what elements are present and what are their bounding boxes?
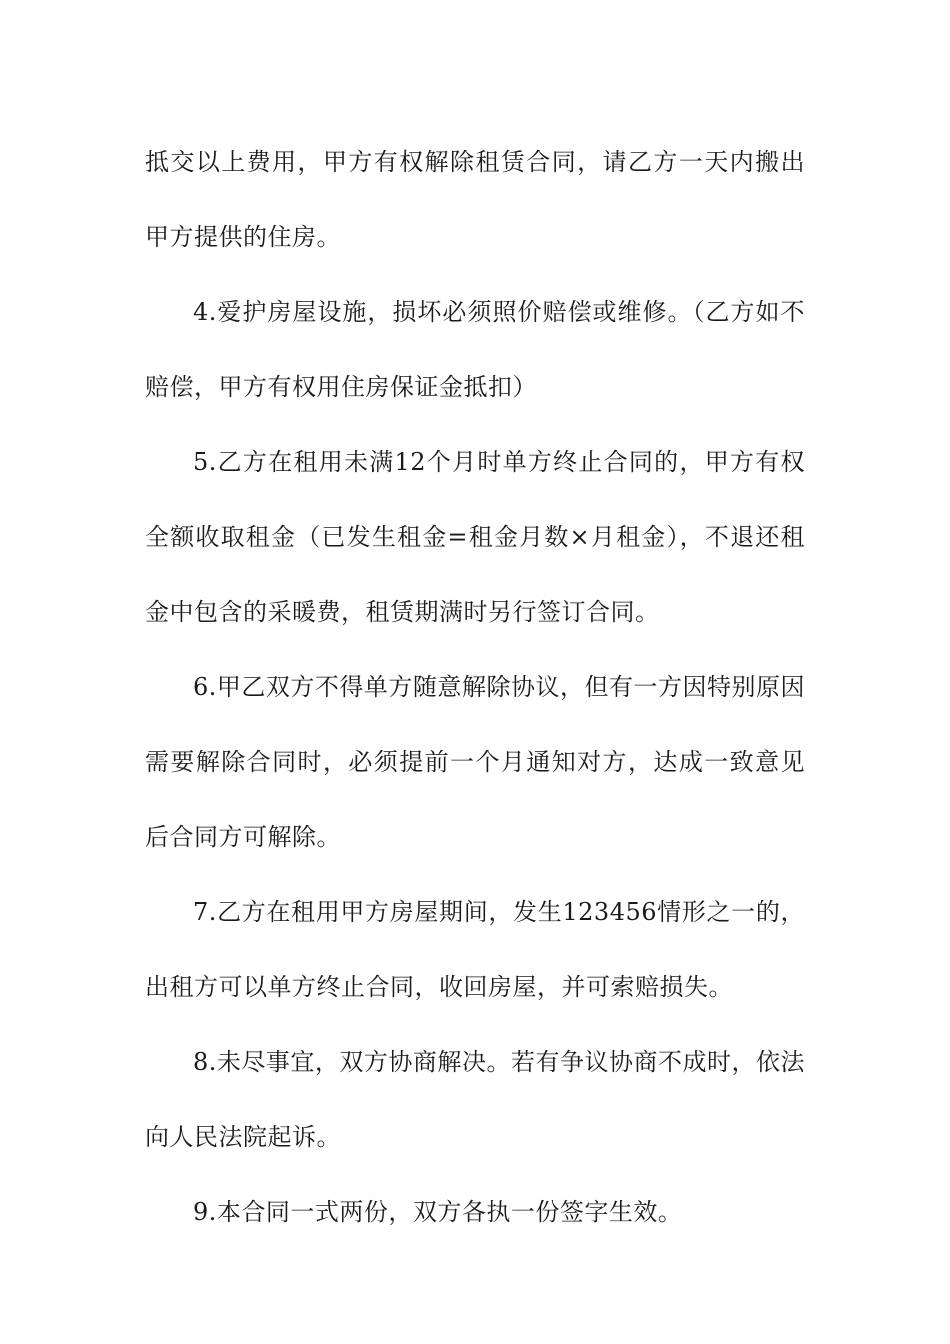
- clause-8: 8.未尽事宜，双方协商解决。若有争议协商不成时，依法向人民法院起诉。: [145, 1048, 805, 1151]
- clause-9: 9.本合同一式两份，双方各执一份签字生效。: [193, 1198, 683, 1226]
- clause-4: 4.爱护房屋设施，损坏必须照价赔偿或维修。（乙方如不赔偿，甲方有权用住房保证金抵扣）: [145, 298, 805, 401]
- paragraph-continuation: 抵交以上费用，甲方有权解除租赁合同，请乙方一天内搬出甲方提供的住房。: [145, 148, 805, 251]
- clause-7: 7.乙方在租用甲方房屋期间，发生123456情形之一的，出租方可以单方终止合同，收回房屋，并可索赔损失。: [145, 898, 805, 1001]
- clause-6: 6.甲乙双方不得单方随意解除协议，但有一方因特别原因需要解除合同时，必须提前一个月通知对方，达成一致意见后合同方可解除。: [145, 673, 805, 851]
- clause-5: 5.乙方在租用未满12个月时单方终止合同的，甲方有权全额收取租金（已发生租金=租金月数×月租金），不退还租金中包含的采暖费，租赁期满时另行签订合同。: [145, 448, 805, 626]
- document-body: [145, 125, 805, 1250]
